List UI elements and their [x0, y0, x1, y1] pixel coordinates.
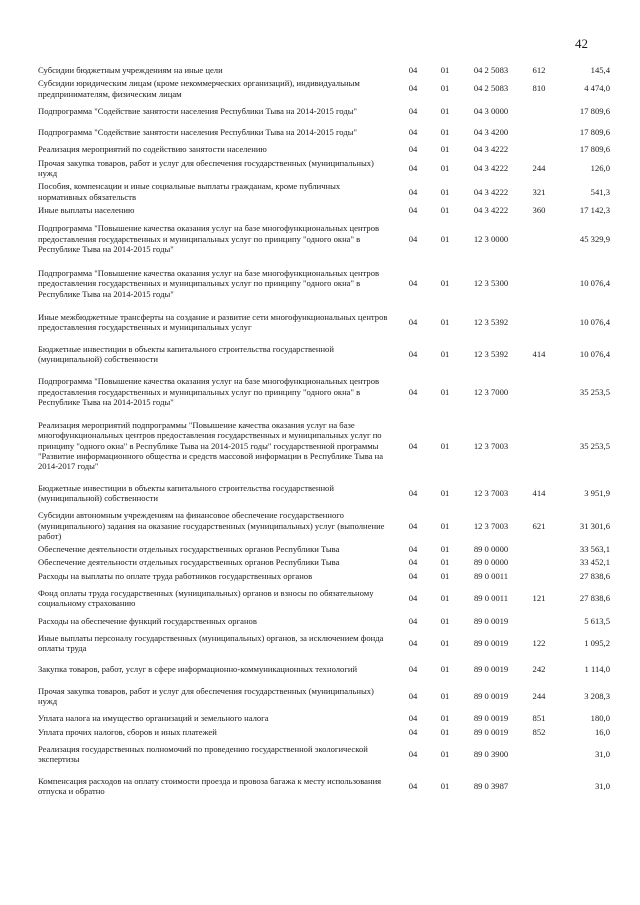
section-code: 04	[408, 520, 418, 531]
row-name: Субсидии бюджетным учреждениям на иные цели	[38, 65, 223, 75]
target-article-code: 12 3 5300	[473, 278, 509, 289]
target-article-code: 89 0 0000	[473, 544, 509, 555]
subsection-code: 01	[440, 204, 450, 215]
row-name: Подпрограмма "Повышение качества оказания услуг на базе многофункциональных центров предоставления государственных и муниципальных услуг по принципу "одного окна" в Республике Тыва на 2014-2015 годы"	[38, 268, 380, 299]
section-code: 04	[408, 487, 418, 498]
amount-value: 541,3	[590, 186, 610, 197]
section-code: 04	[408, 690, 418, 701]
table-row	[38, 543, 612, 556]
table-row	[38, 712, 612, 725]
expense-type-code	[522, 101, 556, 122]
amount-value: 10 076,4	[579, 317, 610, 328]
target-article-code: 12 3 5392	[473, 317, 509, 328]
subsection-code: 01	[440, 520, 450, 531]
amount-value: 126,0	[590, 162, 610, 173]
expense-type-code: 122	[532, 638, 546, 649]
amount-value: 31,0	[594, 749, 610, 760]
row-name: Подпрограмма "Содействие занятости населения Республики Тыва на 2014-2015 годы"	[38, 105, 358, 116]
amount-value: 3 951,9	[584, 487, 610, 498]
row-name: Компенсация расходов на оплату стоимости проезда и провоза багажа к месту использования отпуска и обратно	[38, 775, 382, 796]
table-row	[38, 628, 612, 660]
subsection-code: 01	[440, 162, 450, 173]
expense-type-code: 242	[532, 664, 546, 675]
row-name: Субсидии автономным учреждениям на финансовое обеспечение государственного (муниципального) задания на оказание государственных (муниципальных) услуг (выполнение работ)	[38, 510, 385, 541]
section-code: 04	[408, 233, 418, 244]
subsection-code: 01	[440, 713, 450, 724]
budget-table	[38, 64, 612, 802]
target-article-code: 04 3 4222	[473, 204, 509, 215]
table-row	[38, 478, 612, 510]
amount-value: 16,0	[594, 726, 610, 737]
expense-type-code	[522, 739, 556, 771]
row-name: Прочая закупка товаров, работ и услуг для обеспечения государственных (муниципальных) нужд	[38, 685, 374, 707]
section-code: 04	[408, 186, 418, 197]
amount-value: 17 809,6	[579, 144, 610, 155]
expense-type-code	[522, 415, 556, 477]
subsection-code: 01	[440, 664, 450, 675]
section-code: 04	[408, 544, 418, 555]
table-row	[38, 509, 612, 543]
subsection-code: 01	[440, 780, 450, 791]
expense-type-code	[522, 143, 556, 156]
row-name: Фонд оплаты труда государственных (муниципальных) органов и взносы по обязательному социальному страхованию	[38, 587, 374, 609]
target-article-code: 12 3 7003	[473, 440, 509, 451]
row-name: Закупка товаров, работ, услуг в сфере информационно-коммуникационных технологий	[38, 664, 358, 675]
subsection-code: 01	[440, 348, 450, 359]
expense-type-code	[522, 262, 556, 307]
table-row	[38, 180, 612, 204]
expense-type-code	[522, 307, 556, 339]
expense-type-code	[522, 370, 556, 415]
amount-value: 180,0	[590, 713, 610, 724]
section-code: 04	[408, 144, 418, 155]
target-article-code: 89 0 0019	[473, 638, 509, 649]
target-article-code: 04 3 4222	[473, 162, 509, 173]
target-article-code: 89 0 0019	[473, 690, 509, 701]
amount-value: 17 142,3	[579, 204, 610, 215]
expense-type-code: 810	[532, 83, 546, 94]
amount-value: 5 613,5	[584, 615, 610, 626]
expense-type-code	[522, 122, 556, 143]
target-article-code: 12 3 7003	[473, 520, 509, 531]
amount-value: 33 452,1	[579, 557, 610, 568]
row-name: Иные межбюджетные трансферты на создание и развитие сети многофункциональных центров предоставления государственных и муниципальных услуг	[38, 312, 388, 333]
table-row	[38, 307, 612, 339]
amount-value: 31,0	[594, 780, 610, 791]
row-name: Подпрограмма "Повышение качества оказания услуг на базе многофункциональных центров предоставления государственных и муниципальных услуг по принципу "одного окна" в Республике Тыва на 2014-2015 годы"	[38, 376, 380, 407]
row-name: Бюджетные инвестиции в объекты капитального строительства государственной (муниципальной) собственности	[38, 343, 334, 364]
subsection-code: 01	[440, 127, 450, 138]
table-row	[38, 370, 612, 415]
section-code: 04	[408, 83, 418, 94]
row-name: Обеспечение деятельности отдельных государственных органов Республики Тыва	[38, 557, 340, 568]
section-code: 04	[408, 780, 418, 791]
amount-value: 10 076,4	[579, 278, 610, 289]
subsection-code: 01	[440, 487, 450, 498]
amount-value: 17 809,6	[579, 127, 610, 138]
table-row	[38, 64, 612, 77]
target-article-code: 89 0 0019	[473, 615, 509, 626]
expense-type-code: 621	[532, 520, 546, 531]
section-code: 04	[408, 162, 418, 173]
table-row	[38, 681, 612, 713]
target-article-code: 12 3 0000	[473, 233, 509, 244]
amount-value: 10 076,4	[579, 348, 610, 359]
section-code: 04	[408, 749, 418, 760]
target-article-code: 04 3 0000	[473, 105, 509, 116]
subsection-code: 01	[440, 83, 450, 94]
target-article-code: 12 3 7000	[473, 386, 509, 397]
table-row	[38, 157, 612, 181]
subsection-code: 01	[440, 615, 450, 626]
expense-type-code: 244	[532, 162, 546, 173]
table-row	[38, 339, 612, 371]
section-code: 04	[408, 440, 418, 451]
row-name: Расходы на выплаты по оплате труда работников государственных органов	[38, 570, 313, 581]
table-row	[38, 726, 612, 739]
subsection-code: 01	[440, 386, 450, 397]
table-row	[38, 217, 612, 262]
target-article-code: 04 2 5083	[473, 83, 509, 94]
subsection-code: 01	[440, 440, 450, 451]
row-name: Иные выплаты населению	[38, 204, 135, 215]
amount-value: 33 563,1	[579, 544, 610, 555]
amount-value: 45 329,9	[579, 233, 610, 244]
target-article-code: 04 3 4222	[473, 186, 509, 197]
table-row	[38, 101, 612, 122]
table-row	[38, 143, 612, 156]
row-name: Пособия, компенсации и иные социальные выплаты гражданам, кроме публичных нормативных обязательств	[38, 181, 341, 202]
subsection-code: 01	[440, 144, 450, 155]
expense-type-code: 414	[532, 487, 546, 498]
table-row	[38, 583, 612, 615]
row-name: Расходы на обеспечение функций государственных органов	[38, 615, 257, 626]
expense-type-code	[522, 771, 556, 803]
section-code: 04	[408, 713, 418, 724]
subsection-code: 01	[440, 278, 450, 289]
subsection-code: 01	[440, 105, 450, 116]
target-article-code: 04 3 4222	[473, 144, 509, 155]
subsection-code: 01	[440, 726, 450, 737]
expense-type-code: 414	[532, 348, 546, 359]
row-name: Реализация государственных полномочий по проведению государственной экологической экспертизы	[38, 743, 368, 765]
table-row	[38, 204, 612, 217]
amount-value: 17 809,6	[579, 105, 610, 116]
amount-value: 1 095,2	[584, 638, 610, 649]
amount-value: 27 838,6	[579, 593, 610, 604]
section-code: 04	[408, 65, 418, 75]
amount-value: 35 253,5	[579, 386, 610, 397]
table-row	[38, 771, 612, 803]
subsection-code: 01	[440, 557, 450, 568]
expense-type-code: 852	[532, 726, 546, 737]
section-code: 04	[408, 386, 418, 397]
target-article-code: 04 2 5083	[473, 65, 509, 75]
row-name: Уплата прочих налогов, сборов и иных платежей	[38, 726, 217, 737]
amount-value: 1 114,0	[584, 664, 610, 675]
subsection-code: 01	[440, 593, 450, 604]
target-article-code: 89 0 0019	[473, 726, 509, 737]
row-name: Бюджетные инвестиции в объекты капитального строительства государственной (муниципальной) собственности	[38, 482, 334, 503]
subsection-code: 01	[440, 690, 450, 701]
section-code: 04	[408, 278, 418, 289]
row-name: Реализация мероприятий по содействию занятости населению	[38, 144, 267, 155]
row-name: Обеспечение деятельности отдельных государственных органов Республики Тыва	[38, 544, 340, 555]
expense-type-code	[522, 615, 556, 628]
target-article-code: 89 0 3900	[473, 749, 509, 760]
row-name: Субсидии юридическим лицам (кроме некоммерческих организаций), индивидуальным предпринимателям, физическим лицам	[38, 78, 360, 99]
table-row	[38, 739, 612, 771]
section-code: 04	[408, 557, 418, 568]
section-code: 04	[408, 570, 418, 581]
section-code: 04	[408, 664, 418, 675]
expense-type-code: 360	[532, 204, 546, 215]
amount-value: 27 838,6	[579, 570, 610, 581]
target-article-code: 12 3 7003	[473, 487, 509, 498]
expense-type-code: 321	[532, 186, 546, 197]
section-code: 04	[408, 593, 418, 604]
subsection-code: 01	[440, 749, 450, 760]
target-article-code: 89 0 3987	[473, 780, 509, 791]
table-row	[38, 659, 612, 680]
expense-type-code	[522, 570, 556, 583]
section-code: 04	[408, 127, 418, 138]
expense-type-code: 851	[532, 713, 546, 724]
amount-value: 31 301,6	[579, 520, 610, 531]
table-row	[38, 77, 612, 101]
subsection-code: 01	[440, 638, 450, 649]
section-code: 04	[408, 105, 418, 116]
row-name: Уплата налога на имущество организаций и земельного налога	[38, 713, 269, 724]
row-name: Иные выплаты персоналу государственных (муниципальных) органов, за исключением фонда оплаты труда	[38, 632, 384, 654]
amount-value: 35 253,5	[579, 440, 610, 451]
table-row	[38, 615, 612, 628]
table-row	[38, 556, 612, 569]
section-code: 04	[408, 615, 418, 626]
expense-type-code	[522, 556, 556, 569]
table-row	[38, 415, 612, 477]
section-code: 04	[408, 348, 418, 359]
expense-type-code	[522, 217, 556, 262]
section-code: 04	[408, 317, 418, 328]
subsection-code: 01	[440, 570, 450, 581]
target-article-code: 89 0 0000	[473, 557, 509, 568]
subsection-code: 01	[440, 317, 450, 328]
amount-value: 3 208,3	[584, 690, 610, 701]
amount-value: 145,4	[590, 65, 610, 75]
subsection-code: 01	[440, 186, 450, 197]
subsection-code: 01	[440, 544, 450, 555]
section-code: 04	[408, 204, 418, 215]
row-name: Подпрограмма "Содействие занятости населения Республики Тыва на 2014-2015 годы"	[38, 127, 358, 138]
page-number: 42	[575, 36, 588, 51]
expense-type-code	[522, 543, 556, 556]
table-row	[38, 262, 612, 307]
section-code: 04	[408, 638, 418, 649]
expense-type-code: 244	[532, 690, 546, 701]
target-article-code: 12 3 5392	[473, 348, 509, 359]
target-article-code: 89 0 0011	[473, 570, 509, 581]
section-code: 04	[408, 726, 418, 737]
target-article-code: 04 3 4200	[473, 127, 509, 138]
subsection-code: 01	[440, 233, 450, 244]
subsection-code: 01	[440, 65, 450, 75]
expense-type-code: 612	[532, 65, 546, 75]
budget-table-body	[38, 64, 612, 802]
table-row	[38, 122, 612, 143]
target-article-code: 89 0 0011	[473, 593, 509, 604]
target-article-code: 89 0 0019	[473, 664, 509, 675]
amount-value: 4 474,0	[584, 83, 610, 94]
row-name: Реализация мероприятий подпрограммы "Повышение качества оказания услуг на базе многофункциональных центров предоставления государственных и муниципальных услуг по принципу "одного окна" в Республике Тыва на 2014-2015 годы" государственной программы "Развитие информационного общества и средств массовой информации в Республике Тыва на 2014-2017 годы"	[38, 420, 384, 472]
row-name: Прочая закупка товаров, работ и услуг для обеспечения государственных (муниципальных) нужд	[38, 157, 374, 179]
expense-type-code: 121	[532, 593, 546, 604]
table-row	[38, 570, 612, 583]
target-article-code: 89 0 0019	[473, 713, 509, 724]
row-name: Подпрограмма "Повышение качества оказания услуг на базе многофункциональных центров предоставления государственных и муниципальных услуг по принципу "одного окна" в Республике Тыва на 2014-2015 годы"	[38, 223, 380, 254]
